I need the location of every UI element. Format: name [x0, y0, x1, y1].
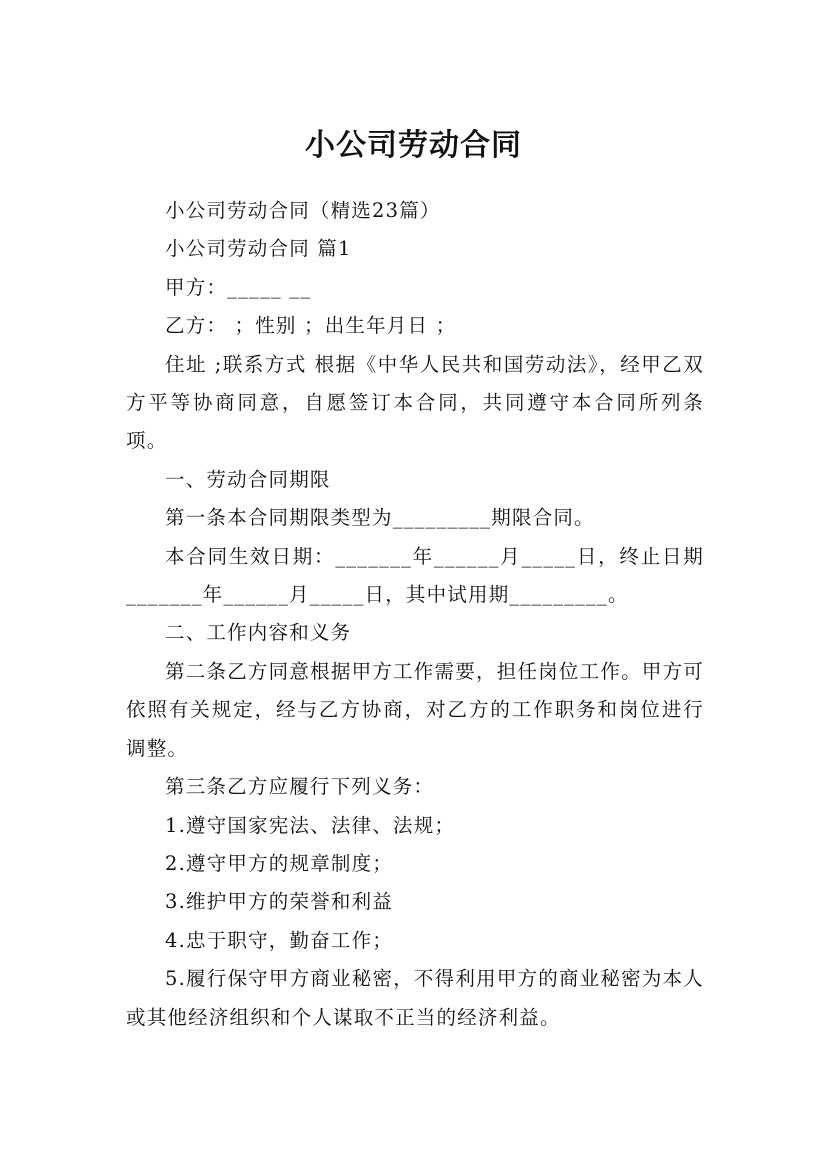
paragraph: 本合同生效日期：_______年______月_____日，终止日期_______年______月_____日，其中试用期_________。: [126, 544, 704, 607]
list-item: 1.遵守国家宪法、法律、法规；: [165, 813, 456, 837]
paragraph: 乙方： ；性别 ；出生年月日 ；: [165, 314, 457, 338]
paragraph: 小公司劳动合同（精选23篇）: [165, 199, 441, 222]
list-item: 5.履行保守甲方商业秘密，不得利用甲方的商业秘密为本人或其他经济组织和个人谋取不正当的经济利益。: [126, 967, 704, 1029]
section-heading: 二、工作内容和义务: [165, 621, 352, 645]
list-item: 4.忠于职守，勤奋工作；: [165, 928, 394, 952]
document-body: [126, 192, 704, 1037]
section-heading: 一、劳动合同期限: [165, 467, 331, 491]
paragraph: 第三条乙方应履行下列义务：: [165, 775, 435, 799]
paragraph: 第一条本合同期限类型为_________期限合同。: [165, 506, 595, 530]
list-item: 2.遵守甲方的规章制度；: [165, 851, 394, 875]
paragraph: 小公司劳动合同 篇1: [165, 237, 352, 261]
list-item: 3.维护甲方的荣誉和利益: [165, 890, 394, 914]
document-title: 小公司劳动合同: [305, 128, 522, 164]
paragraph: 甲方：_____ __: [165, 275, 312, 299]
paragraph: 住址 ;联系方式 根据《中华人民共和国劳动法》，经甲乙双方平等协商同意，自愿签订本合同，共同遵守本合同所列条项。: [126, 352, 704, 453]
paragraph: 第二条乙方同意根据甲方工作需要，担任岗位工作。甲方可依照有关规定，经与乙方协商，对乙方的工作职务和岗位进行调整。: [126, 659, 704, 760]
